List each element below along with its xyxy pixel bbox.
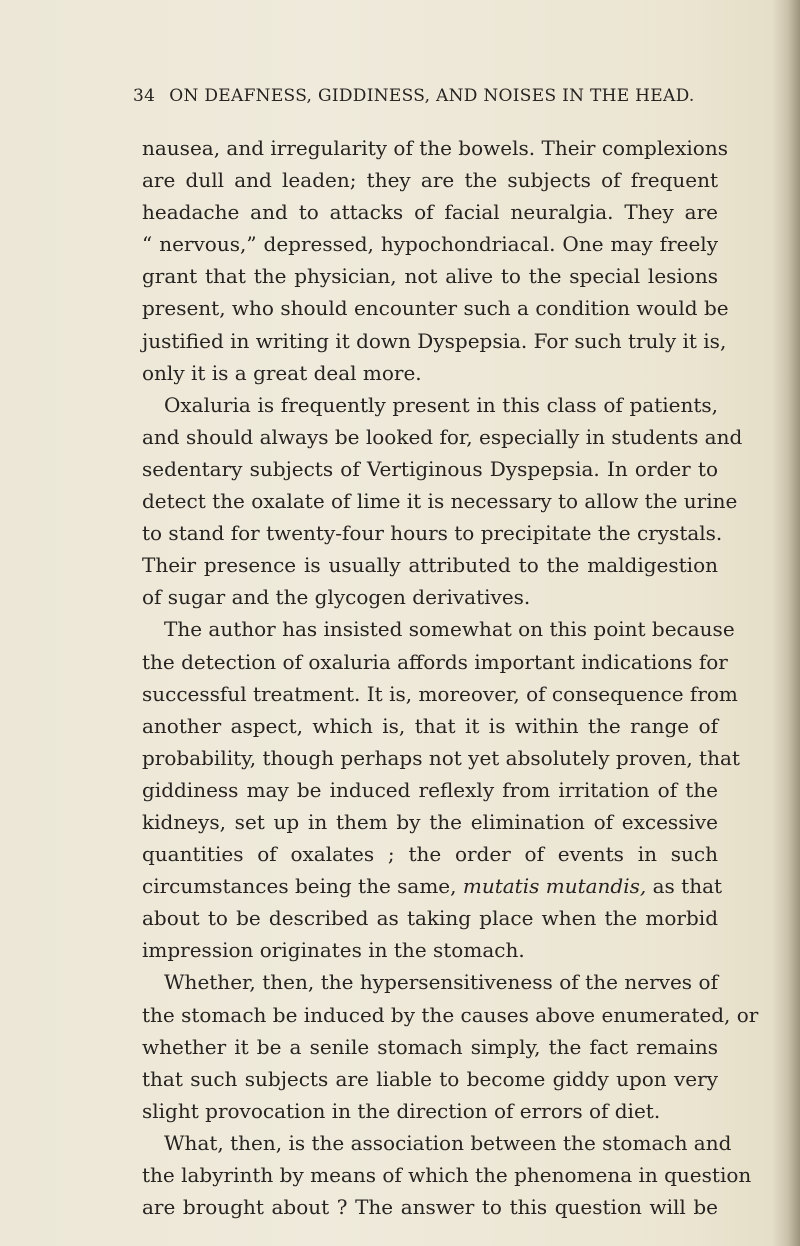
text-line: giddiness may be induced reflexly from irritation of the — [142, 777, 718, 802]
running-head — [133, 86, 695, 106]
running-title: ON DEAFNESS, GIDDINESS, AND NOISES IN THE HEAD. — [169, 86, 695, 106]
text-line: “ nervous,” depressed, hypochondriacal. One may freely — [142, 232, 718, 257]
text-line: quantities of oxalates ; the order of events in such — [142, 842, 718, 867]
italic-phrase: mutatis mutandis, — [462, 874, 647, 899]
text-line: nausea, and irregularity of the bowels. Their complexions — [142, 136, 728, 160]
body-text — [142, 132, 759, 1223]
text-line: only it is a great deal more. — [142, 360, 422, 385]
text-line: are dull and leaden; they are the subjects of frequent — [142, 168, 718, 193]
text-segment: as that — [646, 874, 723, 899]
text-line: sedentary subjects of Vertiginous Dyspepsia. In order to — [142, 456, 718, 481]
text-line: the stomach be induced by the causes above enumerated, or — [142, 1002, 759, 1027]
text-line: successful treatment. It is, moreover, of consequence from — [142, 681, 738, 706]
text-line: are brought about ? The answer to this question will be — [142, 1195, 718, 1220]
text-line: justified in writing it down Dyspepsia. For such truly it is, — [142, 328, 727, 353]
text-line: present, who should encounter such a condition would be — [142, 296, 729, 321]
text-line: to stand for twenty-four hours to precipitate the crystals. — [142, 521, 723, 546]
text-line: the detection of oxaluria affords important indications for — [142, 649, 728, 674]
text-line-with-italic — [142, 870, 723, 902]
text-line: about to be described as taking place when the morbid — [142, 906, 718, 931]
text-line: probability, though perhaps not yet absolutely proven, that — [142, 745, 740, 770]
text-line: slight provocation in the direction of errors of diet. — [142, 1098, 661, 1123]
paragraph-start-line: What, then, is the association between the stomach and — [164, 1130, 732, 1155]
paragraph-start-line: Oxaluria is frequently present in this class of patients, — [164, 392, 718, 417]
page-edge-shadow — [772, 0, 800, 1246]
text-line: Their presence is usually attributed to the maldigestion — [142, 553, 718, 578]
text-line: kidneys, set up in them by the elimination of excessive — [142, 809, 718, 834]
text-line: whether it be a senile stomach simply, the fact remains — [142, 1034, 718, 1059]
text-line: impression originates in the stomach. — [142, 938, 525, 963]
text-line: that such subjects are liable to become giddy upon very — [142, 1066, 718, 1091]
text-line: another aspect, which is, that it is within the range of — [142, 713, 718, 738]
text-line: the labyrinth by means of which the phenomena in question — [142, 1163, 752, 1187]
text-line: of sugar and the glycogen derivatives. — [142, 585, 531, 610]
page-number: 34 — [133, 86, 156, 106]
paragraph-start-line: Whether, then, the hypersensitiveness of the nerves of — [164, 970, 718, 995]
text-line: and should always be looked for, especially in students and — [142, 424, 743, 449]
text-line: detect the oxalate of lime it is necessary to allow the urine — [142, 489, 738, 514]
text-segment: circumstances being the same, — [142, 874, 457, 899]
paragraph-start-line: The author has insisted somewhat on this point because — [164, 617, 735, 642]
text-line: grant that the physician, not alive to the special lesions — [142, 264, 718, 289]
text-line: headache and to attacks of facial neuralgia. They are — [142, 200, 718, 225]
